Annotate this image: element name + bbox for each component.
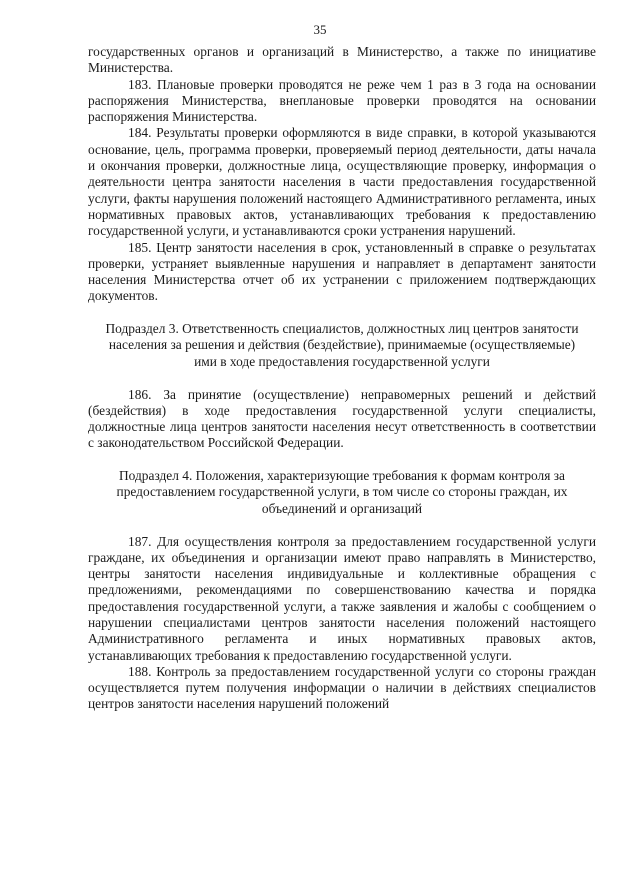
page-number: 35 bbox=[313, 22, 327, 37]
spacer bbox=[88, 371, 596, 387]
paragraph-186: 186. За принятие (осуществление) неправомерных решений и действий (бездействия) в ходе предоставления государственной услуги специалисты, должностные лица центров занятости населения несут ответственность в соответствии с законодательством Российской Федерации. bbox=[88, 386, 596, 451]
paragraph-183: 183. Плановые проверки проводятся не реже чем 1 раз в 3 года на основании распоряжения Министерства, внеплановые проверки проводятся на основании распоряжения Министерства. bbox=[88, 76, 596, 125]
paragraph-187: 187. Для осуществления контроля за предоставлением государственной услуги граждане, их объединения и организации имеют право направлять в Министерство, центры занятости населения индивидуальные и коллективные обращения с предложениями, рекомендациями по совершенствованию качества и порядка предоставления государственной услуги, а также заявления и жалобы с сообщением о нарушении специалистами центров занятости населения положений настоящего Административного регламента и иных нормативных правовых актов, устанавливающих требования к предоставлению государственной услуги. bbox=[88, 533, 596, 663]
paragraph-continuation: государственных органов и организаций в Министерство, а также по инициативе Министерства. bbox=[88, 44, 596, 76]
subsection-4-heading: Подраздел 4. Положения, характеризующие требования к формам контроля за предоставлением государственной услуги, в том числе со стороны граждан, их объединений и организаций bbox=[116, 467, 568, 516]
spacer bbox=[88, 518, 596, 534]
paragraph-184: 184. Результаты проверки оформляются в виде справки, в которой указываются основание, цель, программа проверки, проверяемый период деятельности, даты начала и окончания проверки, должностные лица, осуществляющие проверку, информация о деятельности центра занятости населения в части предоставления государственной услуги, факты нарушения положений настоящего Административного регламента, иных нормативных правовых актов, устанавливающих требования к предоставлению государственной услуги, и устанавливаются сроки устранения нарушений. bbox=[88, 125, 596, 239]
paragraph-185: 185. Центр занятости населения в срок, установленный в справке о результатах проверки, устраняет выявленные нарушения и направляет в департамент занятости населения Министерства отчет об их устранении с приложением подтверждающих документов. bbox=[88, 239, 596, 304]
subsection-3-heading: Подраздел 3. Ответственность специалистов, должностных лиц центров занятости населения за решения и действия (бездействие), принимаемые (осуществляемые) ими в ходе предоставления государственной услуги bbox=[105, 320, 579, 369]
document-body bbox=[88, 44, 596, 713]
paragraph-188: 188. Контроль за предоставлением государственной услуги со стороны граждан осуществляется путем получения информации о наличии в действиях специалистов центров занятости населения нарушений положений bbox=[88, 663, 596, 712]
spacer bbox=[88, 305, 596, 321]
spacer bbox=[88, 452, 596, 468]
